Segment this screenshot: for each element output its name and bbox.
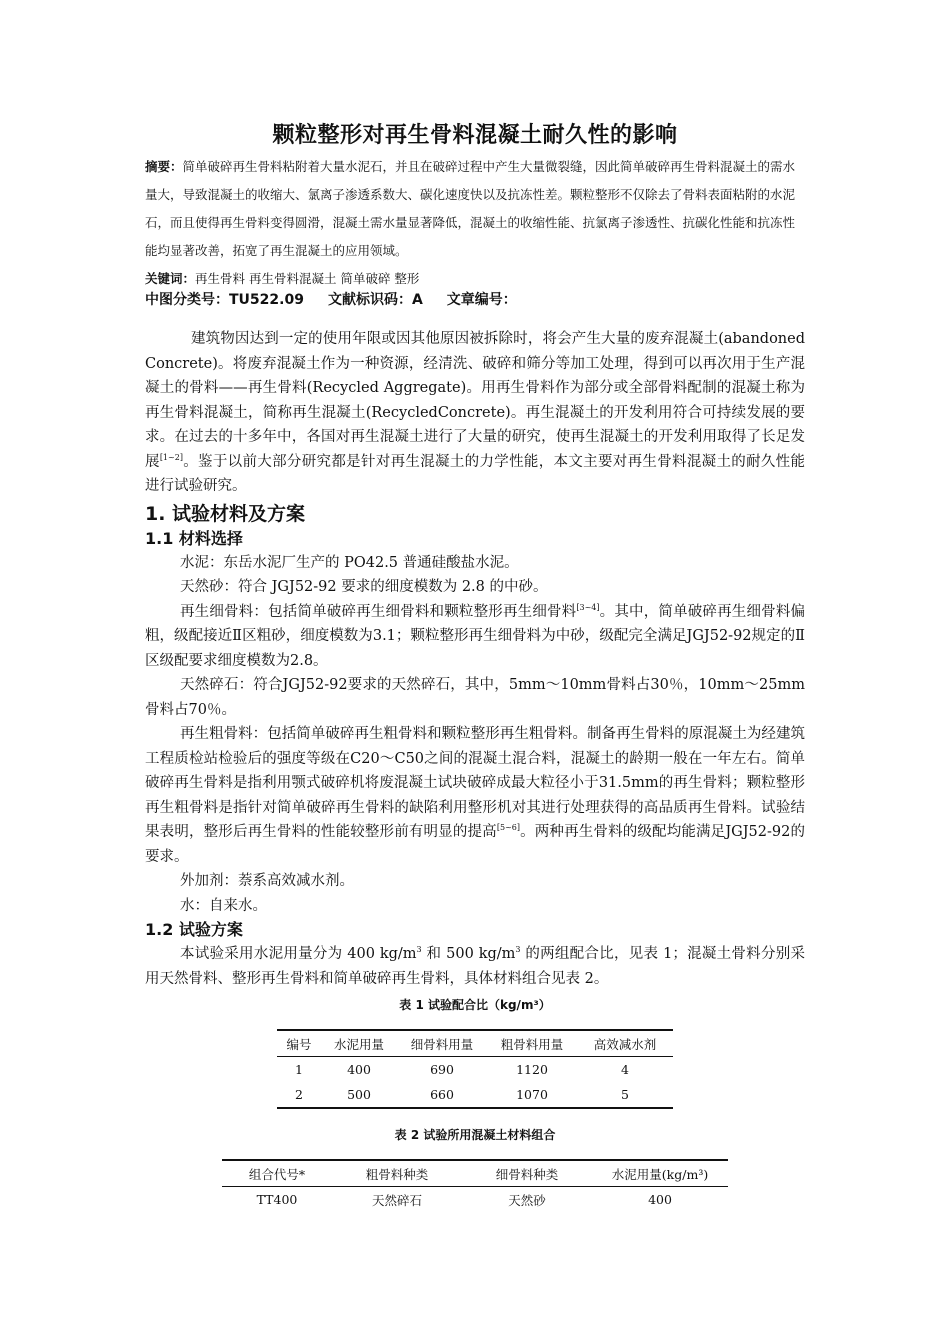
fine-text-1: 再生细骨料：包括简单破碎再生细骨料和颗粒整形再生细骨料	[180, 603, 577, 620]
table-header-row	[222, 1160, 728, 1187]
table-cell: 天然砂	[508, 1192, 546, 1208]
cement-paragraph: 水泥：东岳水泥厂生产的 PO42.5 普通硅酸盐水泥。	[180, 554, 519, 571]
abstract-text: 简单破碎再生骨料粘附着大量水泥石，并且在破碎过程中产生大量微裂缝，因此简单破碎再生骨料混凝土的需水量大，导致混凝土的收缩大、氯离子渗透系数大、碳化速度快以及抗冻性差。颗粒整形不仅除去了骨料表面粘附的水泥石，而且使得再生骨料变得圆滑，混凝土需水量显著降低，混凝土的收缩性能、抗氯离子渗透性、抗碳化性能和抗冻性能均显著改善，拓宽了再生混凝土的应用领域。	[145, 159, 796, 258]
paper-title: 颗粒整形对再生骨料混凝土耐久性的影响	[272, 123, 678, 148]
table-cell: 500	[321, 1082, 397, 1108]
table-cell: 660	[397, 1082, 487, 1108]
fine-aggregate-paragraph	[145, 600, 805, 674]
intro-paragraph	[145, 327, 805, 499]
table-header-cell: 高效减水剂	[577, 1030, 673, 1057]
table-cell: 1	[295, 1062, 303, 1077]
plan-text-c: 的两组配合比，见表 1；混凝土骨料分别采用天然骨料、整形再生骨料和简单破碎再生骨料，具体材料组合见表 2。	[145, 946, 805, 987]
table-row	[277, 1082, 673, 1108]
table-header-cell: 编号	[277, 1030, 321, 1057]
table-cell: 1070	[487, 1082, 577, 1108]
table-row	[277, 1057, 673, 1083]
section-1-1-heading: 1.1 材料选择	[145, 528, 243, 548]
intro-text-1: 建筑物因达到一定的使用年限或因其他原因被拆除时，将会产生大量的废弃混凝土(abandoned Concrete)。将废弃混凝土作为一种资源，经清洗、破碎和筛分等加工处理，得到可以再次用于生产混凝土的骨料——再生骨料(Recycled Aggregate)。用再生骨料作为部分或全部骨料配制的混凝土称为再生骨料混凝土，简称再生混凝土(RecycledConcrete)。再生混凝土的开发利用符合可持续发展的要求。在过去的十多年中，各国对再生混凝土进行了大量的研究，使再生混凝土的开发利用取得了长足发展	[145, 331, 805, 470]
plan-paragraph	[145, 942, 805, 991]
keywords-text: 再生骨料 再生骨料混凝土 简单破碎 整形	[195, 271, 420, 286]
table-cell: 1120	[516, 1062, 548, 1077]
admixture-paragraph: 外加剂：萘系高效减水剂。	[180, 873, 354, 889]
table-1	[277, 1029, 673, 1109]
coarse-text-1: 再生粗骨料：包括简单破碎再生粗骨料和颗粒整形再生粗骨料。制备再生骨料的原混凝土为经建筑工程质检站检验后的强度等级在C20～C50之间的混凝土混合料，混凝土的龄期一般在一年左右。简单破碎再生骨料是指利用颚式破碎机将废混凝土试块破碎成最大粒径小于31.5mm的再生骨料；颗粒整形再生粗骨料是指针对简单破碎再生骨料的缺陷利用整形机对其进行处理获得的高品质再生骨料。试验结果表明，整形后再生骨料的性能较整形前有明显的提高	[145, 726, 805, 840]
keywords-label: 关键词：	[145, 271, 196, 286]
water-paragraph: 水：自来水。	[180, 897, 267, 914]
coarse-aggregate-paragraph	[145, 722, 805, 869]
table-cell: 400	[648, 1192, 672, 1207]
table-header-cell: 细骨料用量	[397, 1030, 487, 1057]
table-header-cell: 粗骨料种类	[332, 1160, 462, 1187]
table-cell: 400	[347, 1062, 371, 1077]
plan-text-a: 本试验采用水泥用量分为 400 kg/m	[180, 946, 417, 962]
unit-superscript: 3	[416, 945, 422, 955]
table-1-caption: 表 1 试验配合比（kg/m³）	[399, 998, 551, 1012]
coarse-citation: [5~6]	[496, 823, 520, 833]
plan-text-b: 和 500 kg/m	[421, 946, 516, 962]
section-1-heading: 1. 试验材料及方案	[145, 502, 306, 525]
table-header-cell: 水泥用量	[321, 1030, 397, 1057]
abstract-label: 摘要：	[145, 159, 183, 174]
fine-text-2: 。其中，简单破碎再生细骨料偏粗，级配接近Ⅱ区粗砂，细度模数为3.1；颗粒整形再生细骨料为中砂，级配完全满足JGJ52-92规定的Ⅱ区级配要求细度模数为2.8。	[145, 603, 806, 669]
table-cell: TT400	[256, 1192, 298, 1207]
table-cell: 4	[621, 1062, 629, 1077]
table-header-cell: 水泥用量(kg/m³)	[592, 1160, 728, 1187]
table-cell: 690	[430, 1062, 454, 1077]
table-2-caption: 表 2 试验所用混凝土材料组合	[394, 1128, 556, 1142]
table-header-cell: 细骨料种类	[462, 1160, 592, 1187]
classification-line	[145, 289, 805, 311]
sand-paragraph: 天然砂：符合 JGJ52-92 要求的细度模数为 2.8 的中砂。	[180, 579, 548, 595]
unit-superscript: 3	[515, 945, 521, 955]
article-number: 文章编号：	[446, 292, 517, 308]
table-header-cell: 组合代号*	[222, 1160, 332, 1187]
coarse-text-2: 。两种再生骨料的级配均能满足JGJ52-92的要求。	[145, 824, 806, 865]
clc-number: 中图分类号：TU522.09	[145, 292, 304, 308]
table-cell: 天然碎石	[371, 1192, 422, 1208]
table-header-row	[277, 1030, 673, 1057]
table-cell: 2	[277, 1082, 321, 1108]
intro-text-2: 。鉴于以前大部分研究都是针对再生混凝土的力学性能，本文主要对再生骨料混凝土的耐久性能进行试验研究。	[145, 453, 805, 494]
section-1-2-heading: 1.2 试验方案	[145, 920, 243, 939]
abstract	[145, 153, 805, 265]
gravel-paragraph: 天然碎石：符合JGJ52-92要求的天然碎石，其中，5mm～10mm骨料占30％，10mm～25mm骨料占70％。	[145, 677, 805, 718]
intro-citation: [1~2]	[159, 452, 183, 462]
table-cell: 5	[577, 1082, 673, 1108]
keywords	[145, 269, 805, 289]
table-2	[222, 1159, 728, 1212]
table-row	[222, 1187, 728, 1213]
table-header-cell: 粗骨料用量	[487, 1030, 577, 1057]
document-code: 文献标识码：A	[327, 292, 423, 308]
paper-page	[145, 118, 805, 1212]
fine-citation: [3~4]	[576, 602, 600, 612]
